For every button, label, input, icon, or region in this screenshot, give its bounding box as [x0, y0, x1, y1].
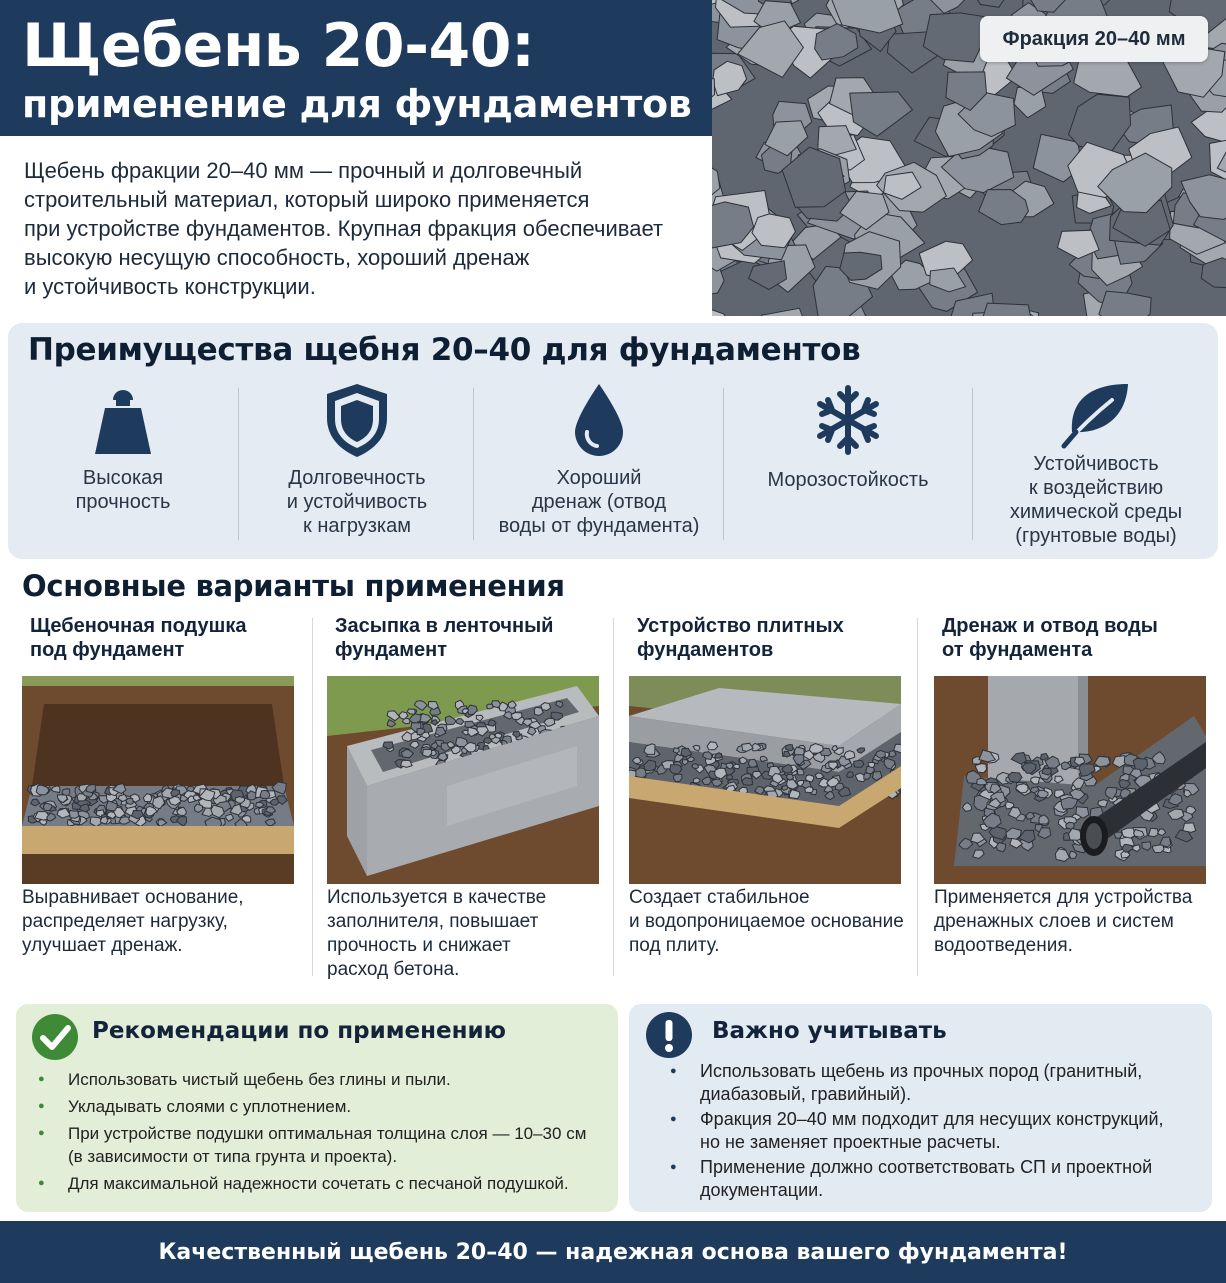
divider [972, 388, 973, 540]
exclamation-icon [644, 1010, 694, 1060]
application-heading: Засыпка в ленточный фундамент [335, 615, 554, 661]
list-item: ● Укладывать слоями с уплотнением. [38, 1095, 612, 1118]
advantage-label: Высокая прочность [75, 467, 171, 513]
applications-title: Основные варианты применения [22, 569, 565, 603]
snowflake-icon [808, 380, 888, 460]
application-description: Создает стабильное и водопроницаемое основание под плиту. [629, 887, 904, 956]
cushion-illustration [22, 676, 294, 884]
divider [312, 618, 313, 976]
advantage-label: Хороший дренаж (отвод воды от фундамента) [498, 467, 700, 537]
advantage-chemical [980, 380, 1212, 550]
page-title: Щебень 20-40: [22, 11, 535, 81]
recommendations-list [38, 1068, 612, 1199]
advantages-title: Преимущества щебня 20–40 для фундаментов [28, 332, 861, 368]
application-heading: Щебеночная подушка под фундамент [30, 615, 247, 661]
fraction-badge: Фракция 20–40 мм [980, 16, 1208, 62]
list-item: ● При устройстве подушки оптимальная толщина слоя — 10–30 см (в зависимости от типа грунта и проекта). [38, 1122, 612, 1168]
application-heading: Дренаж и отвод воды от фундамента [942, 615, 1158, 661]
advantage-durability [248, 380, 466, 550]
water-drop-icon [559, 380, 639, 460]
weight-icon [83, 380, 163, 460]
page-subtitle: применение для фундаментов [22, 82, 692, 126]
list-item: ● Применение должно соответствовать СП и проектной документации. [670, 1156, 1206, 1202]
application-description: Применяется для устройства дренажных слоев и систем водоотведения. [934, 887, 1193, 956]
advantage-drainage [484, 380, 714, 550]
advantage-label: Устойчивость к воздействию химической среды (грунтовые воды) [1009, 453, 1183, 547]
list-item: ● Использовать щебень из прочных пород (гранитный, диабазовый, гравийный). [670, 1060, 1206, 1106]
shield-icon [317, 380, 397, 460]
divider [238, 388, 239, 540]
footer-banner [0, 1221, 1226, 1283]
advantage-label: Долговечность и устойчивость к нагрузкам [286, 467, 428, 537]
important-title: Важно учитывать [712, 1018, 947, 1044]
footer-text: Качественный щебень 20–40 — надежная основа вашего фундамента! [158, 1239, 1068, 1265]
list-item: ● Для максимальной надежности сочетать с песчаной подушкой. [38, 1172, 612, 1195]
intro-paragraph: Щебень фракции 20–40 мм — прочный и долговечный строительный материал, который широко применяется при устройстве фундаментов. Крупная фракция обеспечивает высокую несущую способность, хороший дренаж и устойчивость конструкции. [24, 158, 664, 299]
drainage-illustration [934, 676, 1206, 884]
divider [473, 388, 474, 540]
divider [917, 618, 918, 976]
important-list [670, 1060, 1206, 1204]
divider [613, 618, 614, 976]
advantage-label: Морозостойкость [767, 469, 929, 491]
recommendations-title: Рекомендации по применению [92, 1018, 506, 1044]
checkmark-icon [30, 1012, 80, 1062]
application-description: Выравнивает основание, распределяет нагрузку, улучшает дренаж. [22, 887, 244, 956]
slab-foundation-illustration [629, 676, 901, 884]
application-description: Используется в качестве заполнителя, повышает прочность и снижает расход бетона. [327, 887, 547, 980]
strip-foundation-illustration [327, 676, 599, 884]
list-item: ● Фракция 20–40 мм подходит для несущих конструкций, но не заменяет проектные расчеты. [670, 1108, 1206, 1154]
leaf-icon [1056, 380, 1136, 450]
application-heading: Устройство плитных фундаментов [637, 615, 844, 661]
advantage-strength [18, 380, 228, 550]
divider [723, 388, 724, 540]
list-item: ● Использовать чистый щебень без глины и пыли. [38, 1068, 612, 1091]
advantage-frost [733, 380, 963, 550]
